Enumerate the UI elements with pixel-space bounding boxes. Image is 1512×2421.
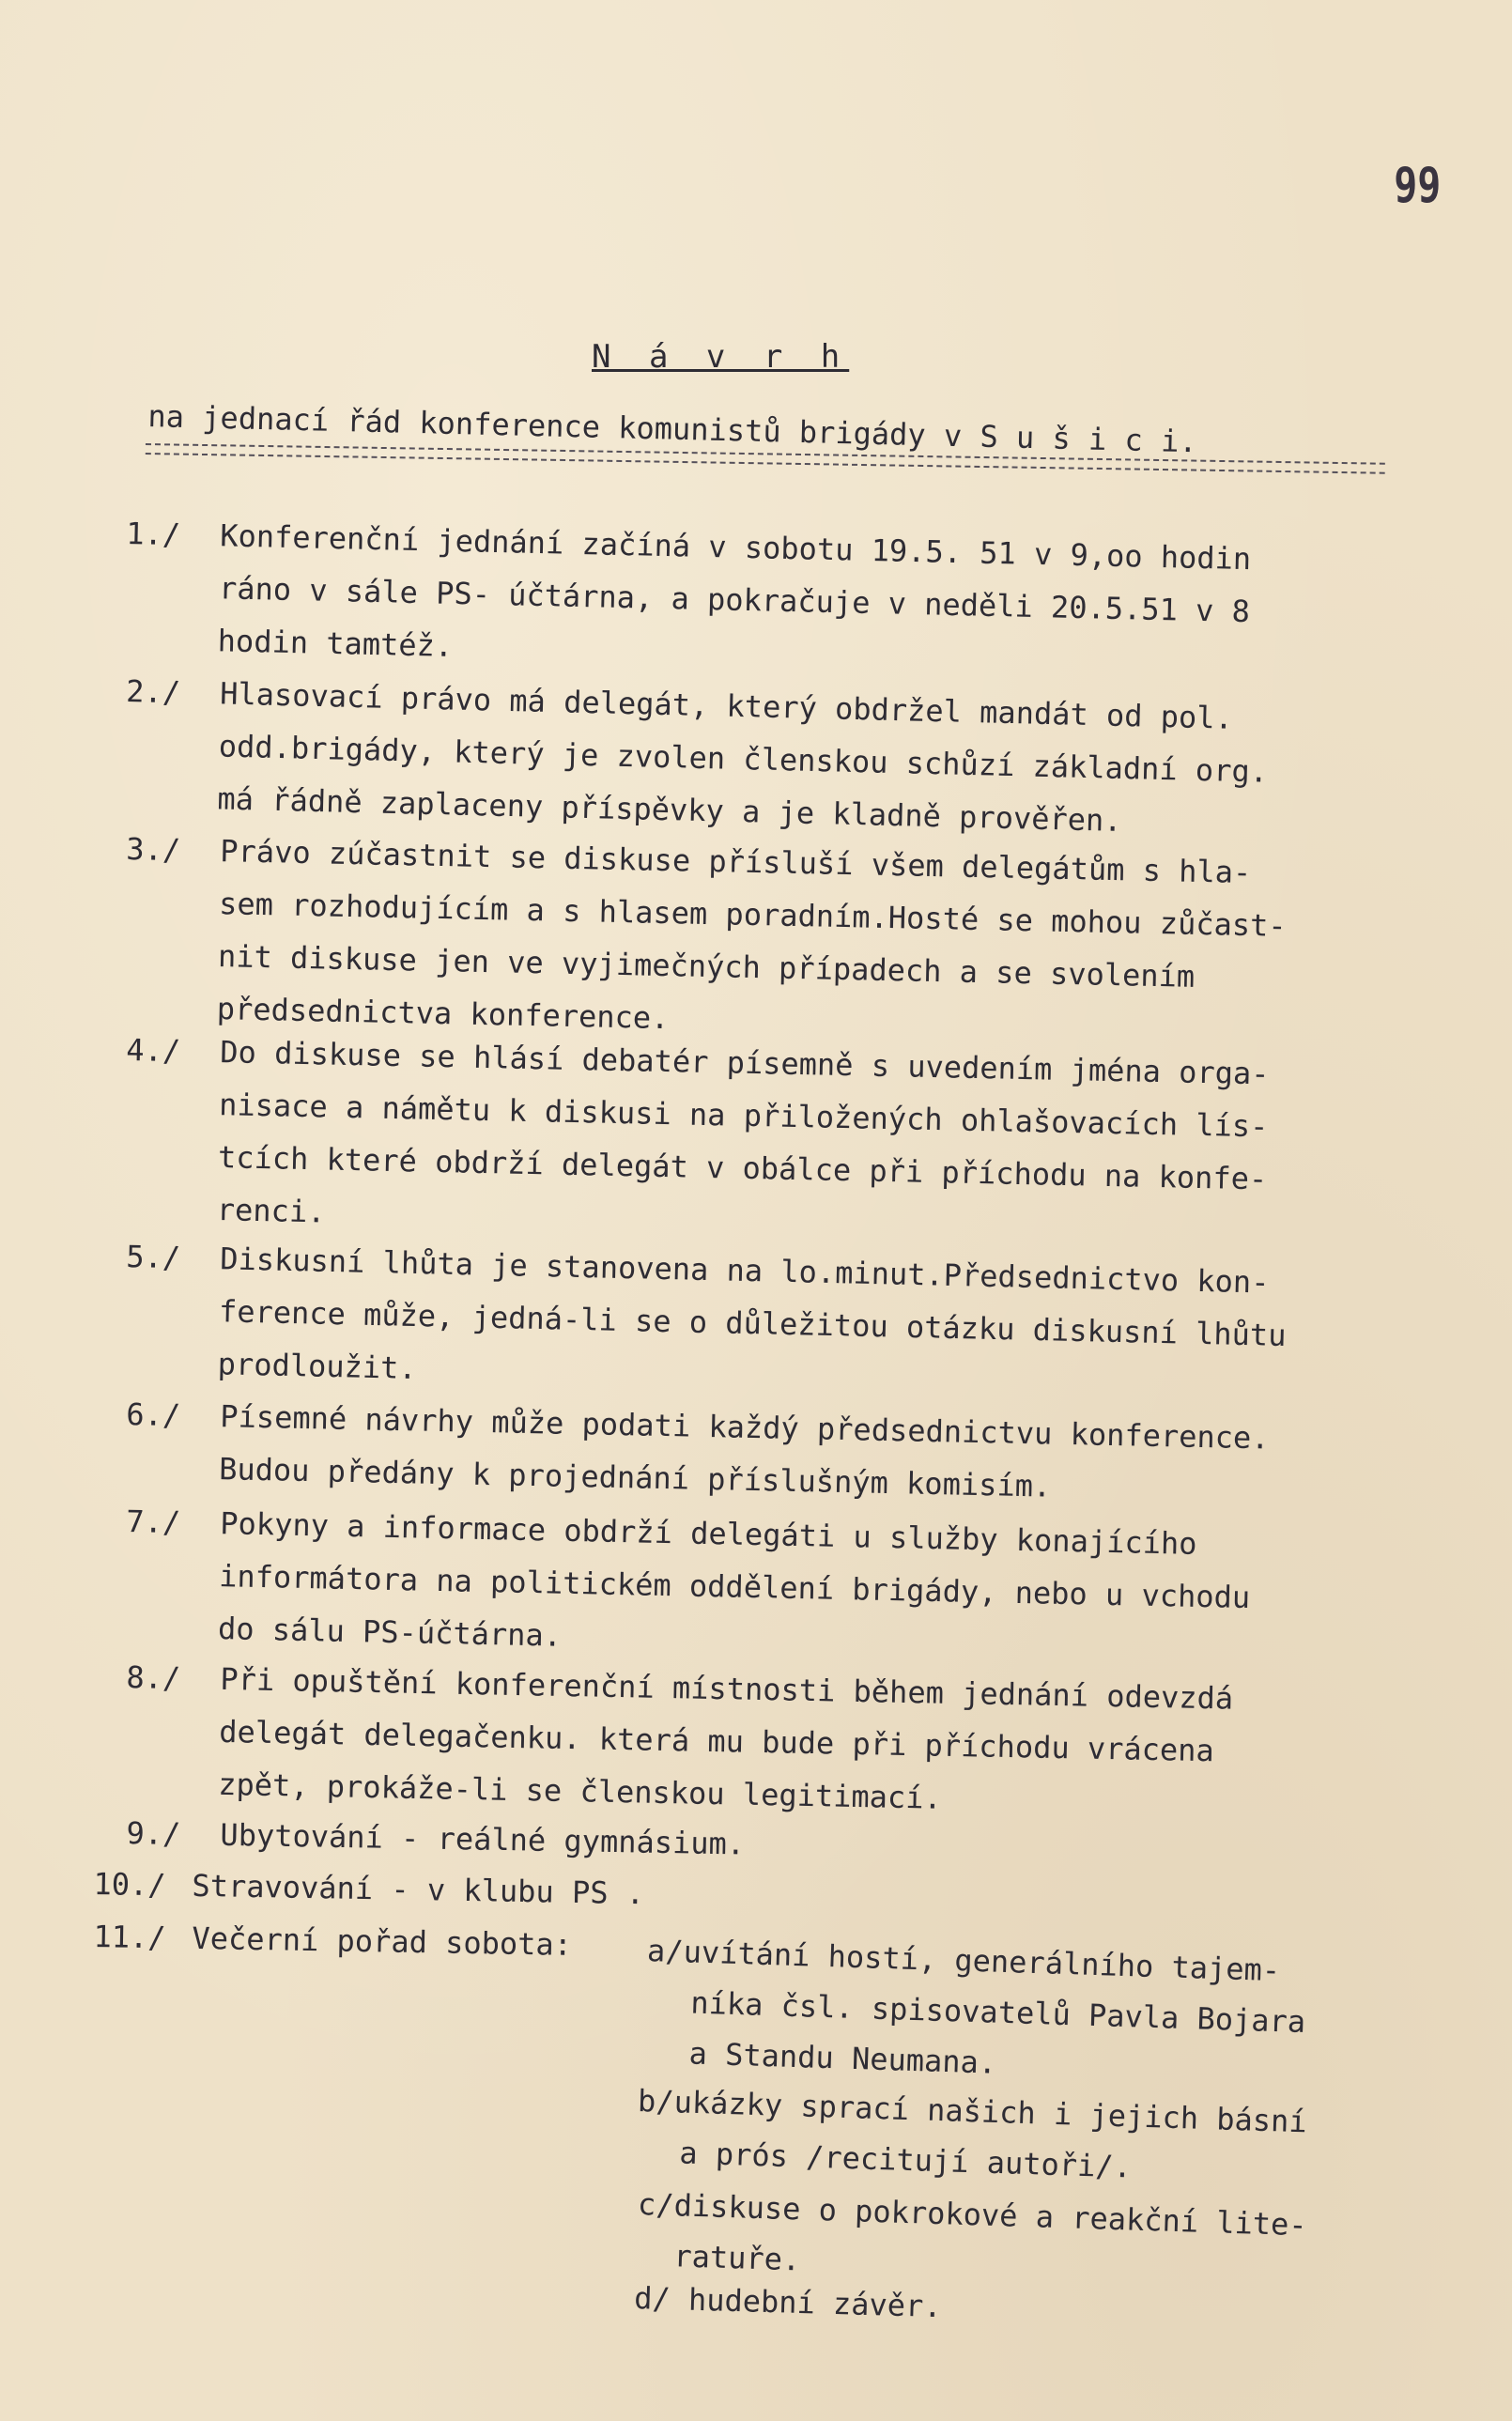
item-line: Budou předány k projednání příslušným komisím. [218,1451,1052,1504]
item-line: předsednictva konference. [216,991,670,1037]
item-line: Ubytování - reálné gymnásium. [220,1816,746,1862]
item-line: Pokyny a informace obdrží delegáti u služby konajícího [219,1505,1197,1562]
item-line: zpět, prokáže-li se členskou legitimací. [217,1766,943,1816]
item-number: 5./ [125,1238,181,1276]
program-line: a/uvítání hostí, generálního tajem- [646,1932,1281,1989]
item-number: 2./ [125,672,181,711]
program-line: d/ hudební závěr. [633,2279,943,2325]
program-line: c/diskuse o pokrokové a reakční lite- [637,2185,1308,2244]
item-number: 3./ [126,830,181,869]
item-line: nit diskuse jen ve vyjimečných případech a se svolením [217,938,1196,995]
item-line: ráno v sále PS- účtárna, a pokračuje v neděli 20.5.51 v 8 [218,570,1251,630]
item-number: 8./ [126,1658,181,1697]
program-line: a prós /recitují autoři/. [678,2135,1133,2185]
program-item-a [643,1925,1308,2098]
program-item-d [633,2273,942,2332]
item-number: 4./ [126,1031,181,1070]
item-line: Do diskuse se hlásí debatér písemně s uvedením jména orga- [219,1034,1270,1092]
item-line: informátora na politickém oddělení brigády, nebo u vchodu [218,1558,1251,1616]
item-line: sem rozhodujícím a s hlasem poradním.Hosté se mohou zůčast- [218,886,1288,944]
item-number: 11./ [93,1918,166,1956]
item-line: Při opuštění konferenční místnosti během jednání odevzdá [220,1660,1234,1717]
page-number: 99 [1394,158,1442,214]
item-line: do sálu PS-účtárna. [217,1611,563,1654]
item-line: delegát delegačenku. která mu bude při příchodu vrácena [219,1713,1215,1769]
item-number: 7./ [126,1503,181,1541]
document-subtitle: na jednací řád konference komunistů brigády v S u š i c i. [147,398,1198,460]
item-line: prodloužit. [217,1346,418,1387]
item-line: renci. [216,1192,326,1230]
item-line: tcích které obdrží delegát v obálce při příchodu na konfe- [217,1139,1268,1197]
item-line: Diskusní lhůta je stanovena na lo.minut.Předsednictvo kon- [219,1241,1270,1301]
program-item-b [636,2075,1308,2197]
item-line: má řádně zaplaceny příspěvky a je kladně prověřen. [217,780,1123,839]
program-line: b/ukázky sprací našich i jejich básní [637,2082,1308,2140]
item-line: nisace a námětu k diskusi na přiložených ohlašovacích lís- [218,1087,1269,1145]
item-line: hodin tamtéž. [217,623,454,664]
document-title: N á v r h [592,338,850,376]
item-line: Konferenční jednání začíná v sobotu 19.5. 51 v 9,oo hodin [219,517,1252,578]
item-line: Právo zúčastnit se diskuse přísluší všem delegátům s hla- [219,833,1252,891]
item-number: 9./ [126,1814,181,1853]
item-line: odd.brigády, který je zvolen členskou schůzí základní org. [218,728,1269,790]
program-line: ratuře. [672,2238,801,2278]
item-line: Hlasovací právo má delegát, který obdržel mandát od pol. [219,675,1234,736]
program-line: a Standu Neumana. [688,2035,997,2081]
item-line: Večerní pořad sobota: [192,1920,573,1963]
item-line: ference může, jedná-li se o důležitou otázku diskusní lhůtu [218,1293,1287,1354]
item-number: 10./ [93,1865,166,1904]
program-line: níka čsl. spisovatelů Pavla Bojara [689,1984,1306,2041]
item-line: Stravování - v klubu PS . [192,1867,645,1912]
item-number: 6./ [126,1396,181,1434]
item-line: Písemné návrhy může podati každý předsednictvu konference. [219,1398,1270,1457]
item-number: 1./ [125,515,181,553]
